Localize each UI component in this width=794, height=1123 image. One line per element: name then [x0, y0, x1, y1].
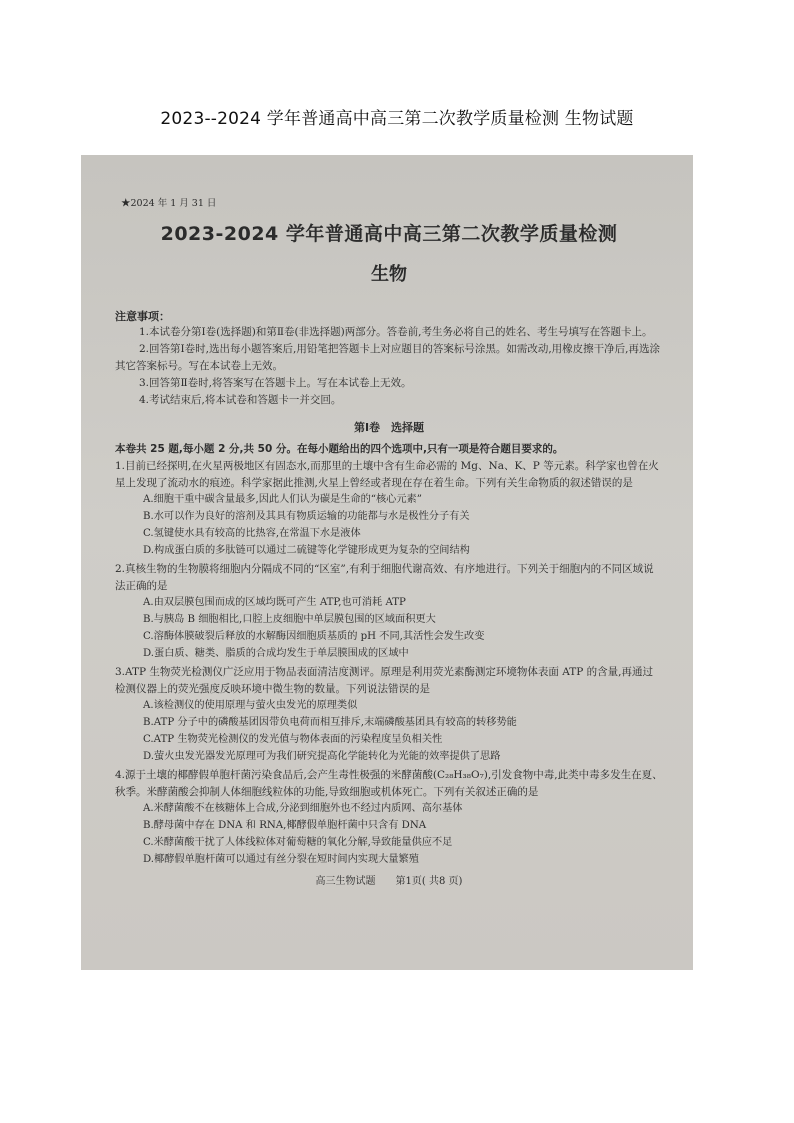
question-stem: 1.目前已经探明,在火星两极地区有固态水,而那里的土壤中含有生命必需的 Mg、Na、K、P 等元素。科学家也曾在火星上发现了流动水的痕迹。科学家据此推测,火星上曾经或者现在存在着生命。下列有关生命物质的叙述错误的是 — [115, 460, 659, 489]
option-c: C.ATP 生物荧光检测仪的发光值与物体表面的污染程度呈负相关性 — [143, 734, 443, 745]
option-a: A.米酵菌酸不在核糖体上合成,分泌到细胞外也不经过内质网、高尔基体 — [143, 803, 463, 814]
option-b: B.酵母菌中存在 DNA 和 RNA,椰酵假单胞杆菌中只含有 DNA — [143, 820, 427, 831]
question-stem: 4.源于土壤的椰酵假单胞杆菌污染食品后,会产生毒性极强的米酵菌酸(C₂₈H₃₈O₇),引发食物中毒,此类中毒多发生在夏、秋季。米酵菌酸会抑制人体细胞线粒体的功能,导致细胞或机体死亡。下列有关叙述正确的是 — [115, 769, 663, 798]
option-d: D.构成蛋白质的多肽链可以通过二硫键等化学键形成更为复杂的空间结构 — [143, 545, 470, 556]
option-b: B.与胰岛 B 细胞相比,口腔上皮细胞中单层膜包围的区域面积更大 — [143, 614, 436, 625]
option-c: C.溶酶体膜破裂后释放的水解酶因细胞质基质的 pH 不同,其活性会发生改变 — [143, 631, 485, 642]
option-c: C.氢键使水具有较高的比热容,在常温下水是液体 — [143, 528, 361, 539]
question-1 — [115, 458, 663, 559]
option-a: A.由双层膜包围而成的区域均既可产生 ATP,也可消耗 ATP — [143, 597, 406, 608]
option-d: D.萤火虫发光器发光原理可为我们研究提高化学能转化为光能的效率提供了思路 — [143, 751, 501, 762]
note-item: 2.回答第Ⅰ卷时,选出每小题答案后,用铅笔把答题卡上对应题目的答案标号涂黑。如需改动,用橡皮擦干净后,再选涂其它答案标号。写在本试卷上无效。 — [115, 343, 661, 372]
note-item: 3.回答第Ⅱ卷时,将答案写在答题卡上。写在本试卷上无效。 — [139, 377, 412, 389]
question-4 — [115, 767, 663, 868]
page-heading: 2023--2024 学年普通高中高三第二次教学质量检测 生物试题 — [160, 109, 634, 129]
exam-subject: 生物 — [371, 264, 407, 285]
option-b: B.ATP 分子中的磷酸基团因带负电荷而相互排斥,末端磷酸基团具有较高的转移势能 — [143, 717, 517, 728]
question-stem: 2.真核生物的生物膜将细胞内分隔成不同的“区室”,有利于细胞代谢高效、有序地进行。下列关于细胞内的不同区域说法正确的是 — [115, 563, 654, 592]
exam-title: 2023-2024 学年普通高中高三第二次教学质量检测 — [160, 223, 618, 245]
option-a: A.细胞干重中碳含量最多,因此人们认为碳是生命的“核心元素” — [143, 494, 422, 505]
question-3 — [115, 664, 663, 765]
page-footer: 高三生物试题 第1页( 共8 页) — [315, 876, 463, 887]
exam-paper-photo — [81, 155, 693, 970]
option-a: A.该检测仪的使用原理与萤火虫发光的原理类似 — [143, 700, 358, 711]
notes-title: 注意事项： — [115, 310, 170, 323]
section-instructions: 本卷共 25 题,每小题 2 分,共 50 分。在每小题给出的四个选项中,只有一项是符合题目要求的。 — [115, 443, 564, 455]
option-c: C.米酵菌酸干扰了人体线粒体对葡萄糖的氧化分解,导致能量供应不足 — [143, 837, 453, 848]
note-item: 1.本试卷分第Ⅰ卷(选择题)和第Ⅱ卷(非选择题)两部分。答卷前,考生务必将自己的姓名、考生号填写在答题卡上。 — [139, 326, 653, 338]
option-d: D.椰酵假单胞杆菌可以通过有丝分裂在短时间内实现大量繁殖 — [143, 854, 419, 865]
exam-date: ★2024 年 1 月 31 日 — [121, 198, 217, 209]
option-d: D.蛋白质、糖类、脂质的合成均发生于单层膜围成的区域中 — [143, 648, 409, 659]
exam-sheet — [115, 195, 663, 887]
option-b: B.水可以作为良好的溶剂及其具有物质运输的功能都与水是极性分子有关 — [143, 511, 470, 522]
note-item: 4.考试结束后,将本试卷和答题卡一并交回。 — [139, 394, 342, 406]
question-2 — [115, 561, 663, 662]
section-title: 第Ⅰ卷 选择题 — [353, 421, 425, 434]
question-stem: 3.ATP 生物荧光检测仪广泛应用于物品表面清洁度测评。原理是利用荧光素酶测定环境物体表面 ATP 的含量,再通过检测仪器上的荧光强度反映环境中微生物的数量。下列说法错误的是 — [115, 666, 654, 695]
